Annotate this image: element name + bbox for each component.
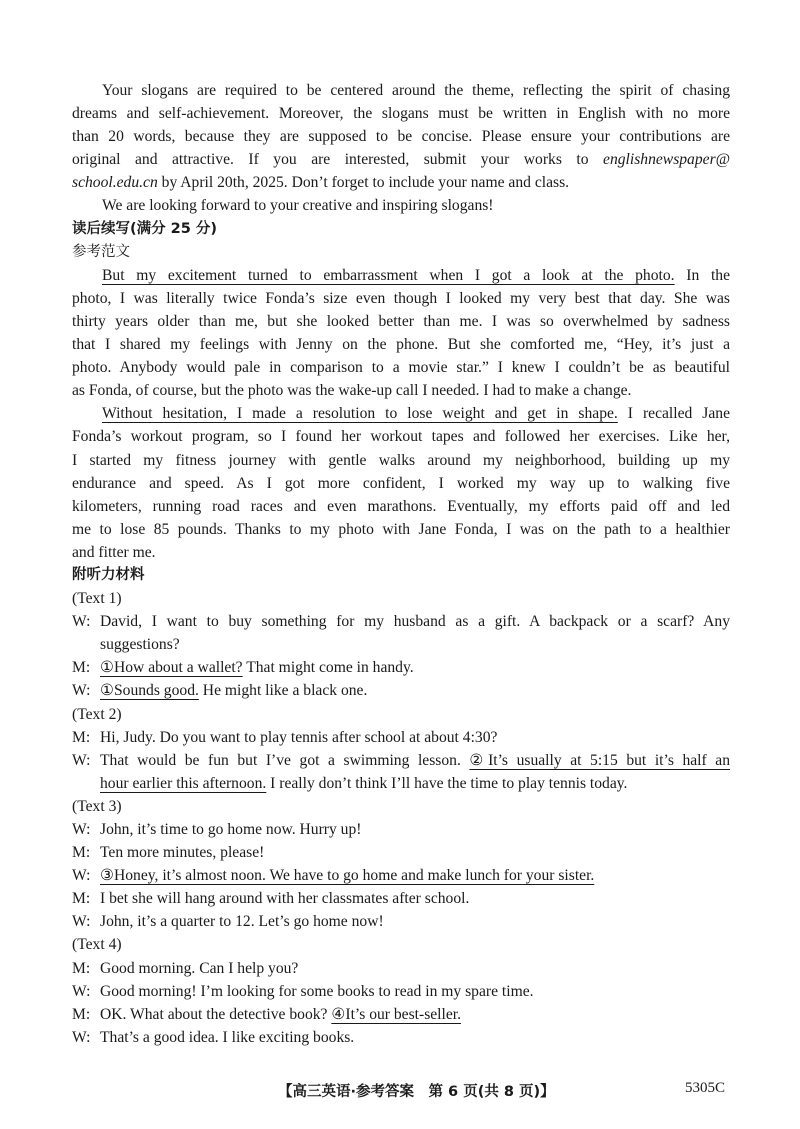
text-segment: OK. What about the detective book?: [100, 1005, 332, 1023]
text-line: [72, 841, 730, 864]
text-line: [72, 656, 730, 679]
speaker-label: M:: [72, 959, 91, 977]
text-segment: thirty years older than me, but she looked better than me. I was so overwhelmed by sadness: [72, 312, 730, 330]
speaker-label: M:: [72, 890, 91, 908]
text-line: [72, 587, 730, 610]
text-segment: (Text 2): [72, 705, 122, 723]
text-line: [72, 379, 730, 402]
text-line: [72, 910, 730, 933]
section-heading: [72, 564, 730, 587]
text-line: [72, 864, 730, 887]
text-segment: John, it’s time to go home now. Hurry up!: [100, 821, 362, 838]
text-line: [72, 818, 730, 841]
footer-code: 5305C: [685, 1080, 726, 1096]
text-line: [72, 287, 730, 310]
text-line: [72, 495, 730, 518]
text-segment: school.edu.cn: [72, 174, 158, 192]
speaker-label: M:: [72, 659, 91, 677]
text-segment: Good morning. Can I help you?: [100, 959, 299, 977]
text-line: [72, 449, 730, 472]
underlined-answer-text: But my excitement turned to embarrassment when I got a look at the photo.: [102, 266, 675, 284]
text-segment: suggestions?: [100, 636, 180, 654]
speaker-label: W:: [72, 613, 91, 631]
text-segment: by April 20th, 2025. Don’t forget to include your name and class.: [157, 174, 570, 192]
speaker-label: W:: [72, 982, 91, 1000]
text-line: [72, 679, 730, 702]
text-segment: (Text 4): [72, 936, 122, 954]
speaker-label: M:: [72, 844, 91, 862]
text-line: [72, 310, 730, 333]
speaker-label: W:: [72, 682, 91, 700]
text-segment: endurance and speed. As I got more confident, I worked my way up to walking five: [72, 474, 730, 492]
text-segment: me to lose 85 pounds. Thanks to my photo with Jane Fonda, I was on the path to a healthier: [72, 520, 730, 538]
underlined-answer-text: ①How about a wallet?: [100, 659, 243, 677]
underlined-answer-text: ④It’s our best-seller.: [331, 1005, 461, 1023]
text-line: [72, 726, 730, 749]
speaker-label: W:: [72, 867, 91, 885]
text-line: [72, 703, 730, 726]
text-segment: englishnewspaper@: [603, 151, 730, 169]
text-line: [72, 887, 730, 910]
text-line: [72, 518, 730, 541]
text-line: [72, 194, 730, 217]
text-segment: Your slogans are required to be centered around the theme, reflecting the spirit of chasing: [102, 82, 730, 99]
text-segment: 读后续写(满分 25 分): [72, 220, 218, 237]
text-segment: than 20 words, because they are supposed to be concise. Please ensure your contributions are: [72, 128, 730, 146]
text-segment: 参考范文: [72, 243, 130, 260]
text-line: [72, 772, 730, 795]
text-line: [72, 541, 730, 564]
text-segment: that I shared my feelings with Jenny on the phone. But she comforted me, “Hey, it’s just a: [72, 336, 730, 354]
underlined-answer-text: hour earlier this afternoon.: [100, 774, 267, 792]
speaker-label: W:: [72, 1028, 91, 1046]
text-segment: That’s a good idea. I like exciting books.: [100, 1028, 355, 1046]
text-line: [72, 633, 730, 656]
text-line: [72, 148, 730, 171]
text-line: [72, 333, 730, 356]
text-line: [72, 264, 730, 287]
text-line: [72, 425, 730, 448]
text-segment: John, it’s a quarter to 12. Let’s go home now!: [100, 913, 384, 931]
text-line: [72, 749, 730, 772]
text-segment: That might come in handy.: [242, 659, 414, 677]
text-segment: dreams and self-achievement. Moreover, the slogans must be written in English with no more: [72, 105, 730, 123]
text-line: [72, 795, 730, 818]
text-line: [72, 171, 730, 194]
text-line: [72, 402, 730, 425]
text-line: [72, 1003, 730, 1026]
text-segment: He might like a black one.: [198, 682, 368, 700]
text-segment: In the: [674, 266, 730, 284]
document-body: [72, 79, 730, 1049]
text-segment: photo. Anybody would pale in comparison to a movie star.” I knew I couldn’t be as beautiful: [72, 359, 730, 377]
text-segment: Ten more minutes, please!: [100, 844, 265, 862]
text-segment: I really don’t think I’ll have the time to play tennis today.: [266, 774, 628, 792]
underlined-answer-text: ③Honey, it’s almost noon. We have to go home and make lunch for your sister.: [100, 867, 595, 885]
text-line: [72, 125, 730, 148]
text-segment: as Fonda, of course, but the photo was the wake-up call I needed. I had to make a change.: [72, 382, 632, 400]
footer-page-label: 【高三英语·参考答案 第 6 页(共 8 页)】: [278, 1084, 555, 1100]
text-segment: We are looking forward to your creative and inspiring slogans!: [102, 197, 494, 215]
underlined-answer-text: ②It’s usually at 5:15 but it’s half an: [469, 751, 730, 769]
section-heading: [72, 218, 730, 241]
underlined-answer-text: ①Sounds good.: [100, 682, 199, 700]
text-segment: (Text 3): [72, 797, 122, 815]
text-segment: photo, I was literally twice Fonda’s size even though I looked my very best that day. She was: [72, 289, 730, 307]
text-line: [72, 79, 730, 102]
text-segment: I started my fitness journey with gentle walks around my neighborhood, building up my: [72, 451, 730, 469]
text-line: [72, 241, 730, 264]
text-segment: kilometers, running road races and even marathons. Eventually, my efforts paid off and led: [72, 497, 730, 515]
text-line: [72, 610, 730, 633]
text-segment: I recalled Jane: [617, 405, 730, 423]
text-segment: I bet she will hang around with her classmates after school.: [100, 890, 470, 908]
text-line: [72, 957, 730, 980]
text-line: [72, 1026, 730, 1049]
text-segment: (Text 1): [72, 590, 122, 608]
text-segment: Hi, Judy. Do you want to play tennis after school at about 4:30?: [100, 728, 498, 746]
text-line: [72, 102, 730, 125]
text-segment: That would be fun but I’ve got a swimming lesson.: [100, 751, 470, 769]
text-segment: 附听力材料: [72, 566, 145, 583]
speaker-label: M:: [72, 728, 91, 746]
text-line: [72, 356, 730, 379]
text-segment: David, I want to buy something for my husband as a gift. A backpack or a scarf? Any: [100, 613, 730, 631]
text-segment: original and attractive. If you are interested, submit your works to: [72, 151, 604, 169]
text-segment: Fonda’s workout program, so I found her workout tapes and followed her exercises. Like her,: [72, 428, 730, 446]
underlined-answer-text: Without hesitation, I made a resolution to lose weight and get in shape.: [102, 405, 618, 423]
text-segment: and fitter me.: [72, 543, 156, 561]
text-segment: Good morning! I’m looking for some books to read in my spare time.: [100, 982, 534, 1000]
speaker-label: W:: [72, 913, 91, 931]
speaker-label: W:: [72, 751, 91, 769]
speaker-label: W:: [72, 821, 91, 838]
text-line: [72, 472, 730, 495]
page-footer: [0, 1080, 800, 1104]
text-line: [72, 980, 730, 1003]
text-line: [72, 933, 730, 956]
speaker-label: M:: [72, 1005, 91, 1023]
